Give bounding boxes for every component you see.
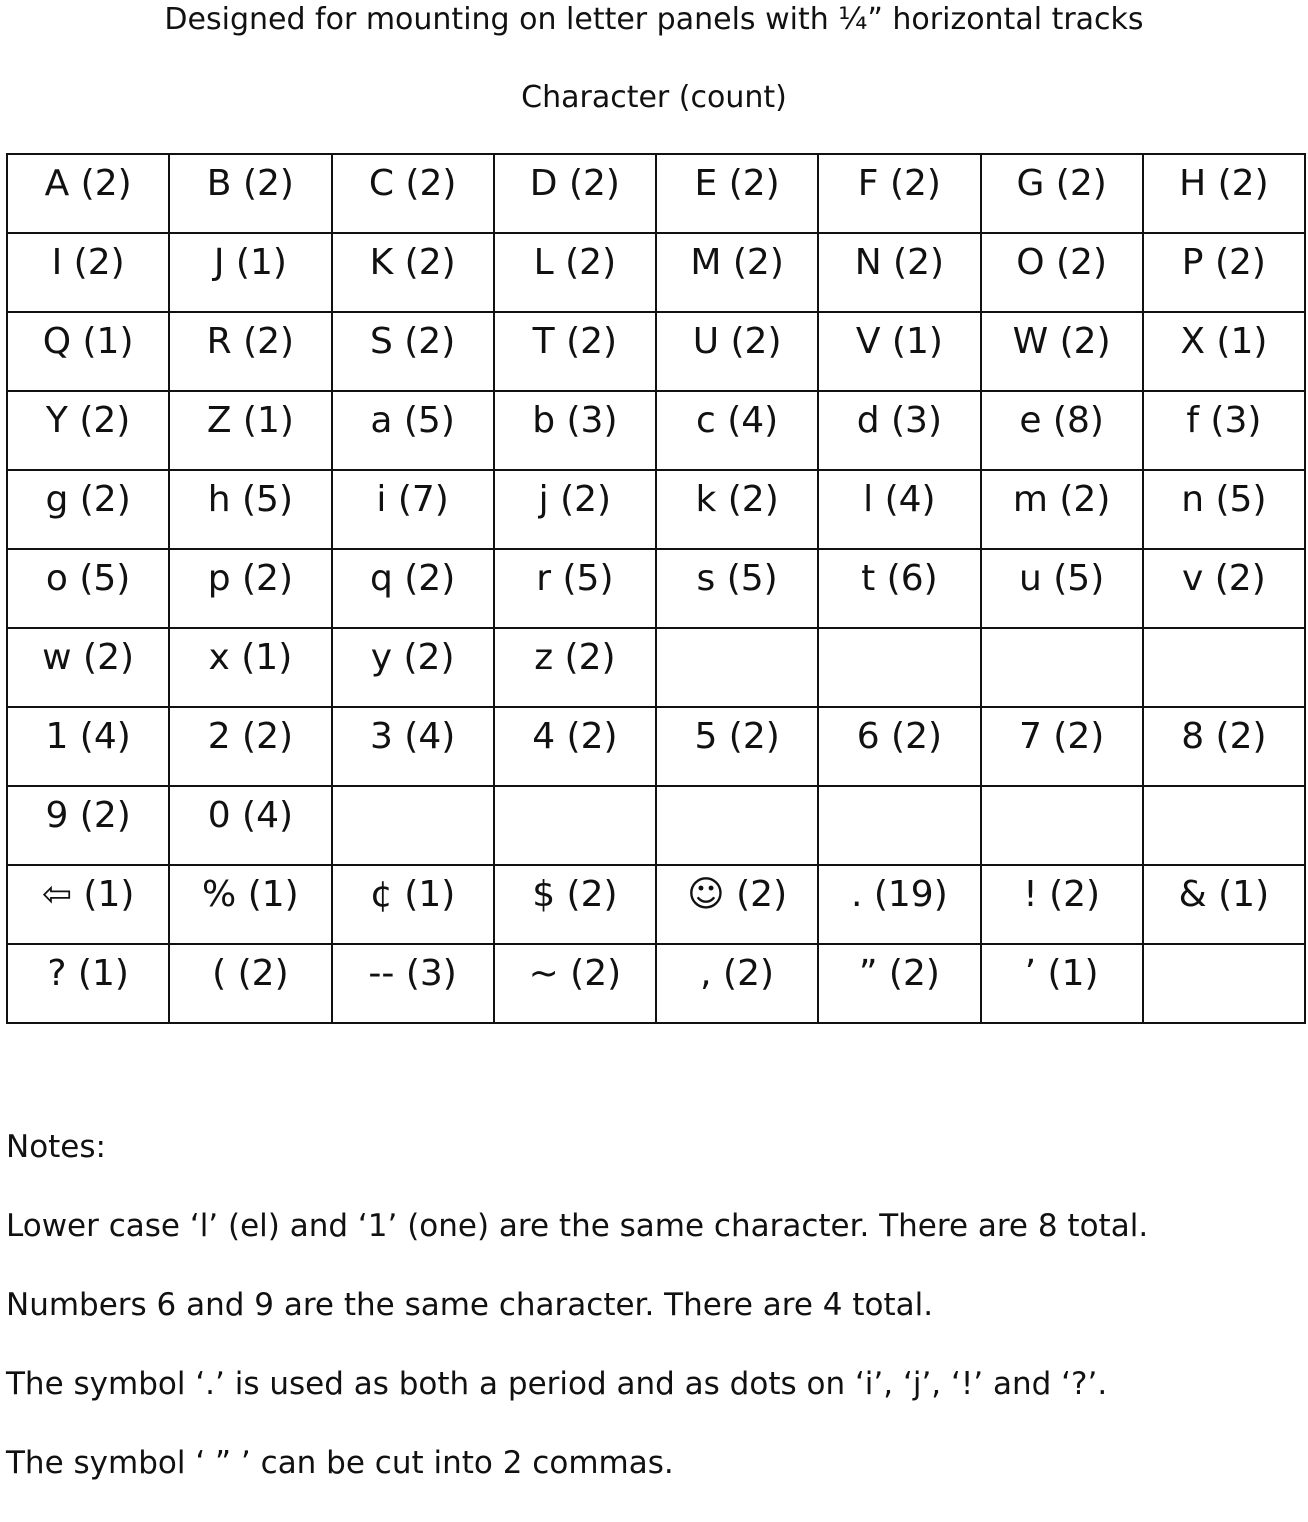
character-count-label: 0 (4) [207, 794, 294, 836]
character-count-label: b (3) [532, 399, 618, 441]
character-count-label: O (2) [1016, 241, 1108, 283]
character-count-label: f (3) [1186, 399, 1262, 441]
table-cell [332, 786, 494, 865]
table-cell [7, 786, 169, 865]
character-count-label: W (2) [1012, 320, 1111, 362]
character-count-label: & (1) [1178, 873, 1270, 915]
character-count-table [6, 153, 1306, 1024]
table-cell [818, 944, 980, 1023]
note-item: The symbol ‘.’ is used as both a period and as dots on ‘i’, ‘j’, ‘!’ and ‘?’. [6, 1366, 1108, 1402]
table-cell [818, 470, 980, 549]
character-count-label: o (5) [45, 557, 131, 599]
table-row [7, 628, 1305, 707]
character-count-label: q (2) [369, 557, 456, 599]
table-cell [494, 391, 656, 470]
character-count-label: x (1) [208, 636, 293, 678]
table-cell [1143, 786, 1305, 865]
table-cell [1143, 312, 1305, 391]
table-cell [1143, 707, 1305, 786]
table-cell [818, 391, 980, 470]
table-cell [656, 628, 818, 707]
table-cell [981, 549, 1143, 628]
character-count-label: 8 (2) [1181, 715, 1267, 757]
table-cell [656, 154, 818, 233]
table-cell [332, 154, 494, 233]
character-count-label: c (4) [696, 399, 779, 441]
table-cell [169, 865, 331, 944]
character-count-label: s (5) [696, 557, 778, 599]
character-count-label: D (2) [529, 162, 620, 204]
table-cell [494, 233, 656, 312]
character-count-label: ? (1) [47, 952, 129, 994]
table-cell [332, 549, 494, 628]
character-count-label: S (2) [369, 320, 456, 362]
note-item: The symbol ‘ ” ’ can be cut into 2 commas. [6, 1445, 674, 1481]
table-cell [332, 391, 494, 470]
table-cell [981, 786, 1143, 865]
table-cell [7, 312, 169, 391]
character-count-label: n (5) [1181, 478, 1267, 520]
character-count-label: ! (2) [1023, 873, 1101, 915]
character-count-label: F (2) [857, 162, 941, 204]
table-cell [7, 391, 169, 470]
character-count-label: 2 (2) [207, 715, 294, 757]
character-count-label: Z (1) [206, 399, 294, 441]
table-cell [332, 628, 494, 707]
character-count-label: 1 (4) [45, 715, 131, 757]
character-count-label: -- (3) [368, 952, 457, 994]
character-count-label: Q (1) [42, 320, 134, 362]
table-cell [1143, 944, 1305, 1023]
character-count-label: w (2) [42, 636, 135, 678]
table-cell [1143, 628, 1305, 707]
table-cell [656, 865, 818, 944]
table-row [7, 154, 1305, 233]
table-row [7, 865, 1305, 944]
character-count-label: U (2) [692, 320, 782, 362]
character-count-label: i (7) [376, 478, 449, 520]
table-cell [7, 628, 169, 707]
table-cell [494, 707, 656, 786]
table-cell [7, 470, 169, 549]
character-count-label: K (2) [369, 241, 456, 283]
character-count-label: h (5) [207, 478, 293, 520]
character-count-label: ~ (2) [528, 952, 622, 994]
table-row [7, 786, 1305, 865]
character-count-label: P (2) [1181, 241, 1266, 283]
table-cell [7, 154, 169, 233]
table-cell [818, 312, 980, 391]
character-count-label: l (4) [863, 478, 936, 520]
character-count-label: J (1) [213, 241, 287, 283]
table-cell [981, 628, 1143, 707]
character-count-label: G (2) [1016, 162, 1107, 204]
character-count-label: p (2) [207, 557, 294, 599]
character-count-label: Y (2) [45, 399, 131, 441]
table-cell [656, 786, 818, 865]
character-count-label: $ (2) [532, 873, 618, 915]
table-row [7, 391, 1305, 470]
table-cell [169, 628, 331, 707]
table-cell [656, 312, 818, 391]
table-cell [169, 470, 331, 549]
table-cell [169, 707, 331, 786]
character-count-label: ( (2) [212, 952, 289, 994]
character-count-label: A (2) [44, 162, 132, 204]
character-count-label: I (2) [51, 241, 125, 283]
table-cell [7, 707, 169, 786]
table-row [7, 707, 1305, 786]
notes-section [6, 1127, 1296, 1522]
note-item: Numbers 6 and 9 are the same character. There are 4 total. [6, 1287, 934, 1323]
table-cell [494, 865, 656, 944]
table-cell [169, 233, 331, 312]
table-cell [169, 944, 331, 1023]
table-cell [494, 628, 656, 707]
table-cell [656, 470, 818, 549]
table-cell [332, 233, 494, 312]
notes-heading: Notes: [6, 1129, 106, 1165]
character-count-label: 7 (2) [1018, 715, 1105, 757]
character-count-label: X (1) [1180, 320, 1268, 362]
character-count-label: t (6) [861, 557, 938, 599]
table-cell [1143, 549, 1305, 628]
table-cell [332, 865, 494, 944]
character-count-label: k (2) [695, 478, 779, 520]
table-cell [1143, 865, 1305, 944]
character-count-label: 9 (2) [45, 794, 131, 836]
table-cell [169, 549, 331, 628]
table-cell [981, 233, 1143, 312]
table-cell [818, 154, 980, 233]
character-count-label: ’ (1) [1024, 952, 1099, 994]
table-row [7, 470, 1305, 549]
table-cell [332, 944, 494, 1023]
table-cell [981, 707, 1143, 786]
page-heading: Designed for mounting on letter panels with ¼” horizontal tracks [164, 2, 1144, 37]
table-cell [7, 865, 169, 944]
table-cell [818, 865, 980, 944]
table-cell [981, 312, 1143, 391]
table-cell [332, 312, 494, 391]
table-cell [494, 312, 656, 391]
character-count-label: T (2) [532, 320, 618, 362]
table-cell [1143, 154, 1305, 233]
table-cell [494, 549, 656, 628]
character-count-label: v (2) [1182, 557, 1266, 599]
character-count-label: E (2) [694, 162, 780, 204]
character-count-label: R (2) [206, 320, 295, 362]
table-cell [7, 233, 169, 312]
table-row [7, 233, 1305, 312]
table-cell [656, 549, 818, 628]
table-cell [818, 233, 980, 312]
character-count-label: r (5) [536, 557, 614, 599]
table-cell [818, 549, 980, 628]
character-count-label: % (1) [202, 873, 299, 915]
character-count-label: 6 (2) [856, 715, 943, 757]
note-item: Lower case ‘l’ (el) and ‘1’ (one) are the same character. There are 8 total. [6, 1208, 1149, 1244]
table-cell [7, 549, 169, 628]
table-cell [981, 470, 1143, 549]
table-cell [1143, 233, 1305, 312]
character-count-label: z (2) [534, 636, 616, 678]
character-count-label: V (1) [855, 320, 943, 362]
table-cell [656, 944, 818, 1023]
table-cell [981, 944, 1143, 1023]
table-cell [169, 786, 331, 865]
table-cell [494, 944, 656, 1023]
character-count-label: B (2) [206, 162, 294, 204]
table-row [7, 944, 1305, 1023]
table-cell [169, 391, 331, 470]
character-count-label: L (2) [533, 241, 617, 283]
table-cell [656, 707, 818, 786]
character-count-label: . (19) [850, 873, 948, 915]
character-count-label: m (2) [1012, 478, 1111, 520]
table-cell [656, 391, 818, 470]
table-cell [494, 786, 656, 865]
character-count-label: u (5) [1018, 557, 1105, 599]
character-count-label: a (5) [370, 399, 455, 441]
table-cell [981, 154, 1143, 233]
table-caption: Character (count) [521, 80, 787, 115]
character-count-label: H (2) [1179, 162, 1269, 204]
table-cell [1143, 391, 1305, 470]
character-count-label: ” (2) [858, 952, 940, 994]
table-cell [332, 707, 494, 786]
character-count-label: M (2) [690, 241, 784, 283]
table-cell [169, 154, 331, 233]
character-count-label: 5 (2) [694, 715, 780, 757]
table-row [7, 312, 1305, 391]
table-cell [656, 233, 818, 312]
table-cell [818, 786, 980, 865]
table-cell [494, 470, 656, 549]
character-count-label: y (2) [370, 636, 455, 678]
character-count-label: ¢ (1) [369, 873, 456, 915]
character-count-label: ⇦ (1) [41, 873, 135, 915]
table-cell [981, 865, 1143, 944]
table-cell [981, 391, 1143, 470]
character-count-label: d (3) [856, 399, 943, 441]
table-cell [818, 628, 980, 707]
character-count-label: j (2) [538, 478, 612, 520]
character-count-label: C (2) [368, 162, 457, 204]
table-cell [818, 707, 980, 786]
character-count-label: e (8) [1019, 399, 1104, 441]
table-cell [332, 470, 494, 549]
character-count-label: 3 (4) [369, 715, 456, 757]
table-cell [1143, 470, 1305, 549]
character-count-label: N (2) [854, 241, 945, 283]
table-cell [494, 154, 656, 233]
character-count-label: 4 (2) [532, 715, 618, 757]
table-row [7, 549, 1305, 628]
character-count-label: ☺ (2) [687, 873, 788, 915]
table-cell [7, 944, 169, 1023]
character-count-label: , (2) [700, 952, 775, 994]
table-cell [169, 312, 331, 391]
character-count-label: g (2) [45, 478, 131, 520]
